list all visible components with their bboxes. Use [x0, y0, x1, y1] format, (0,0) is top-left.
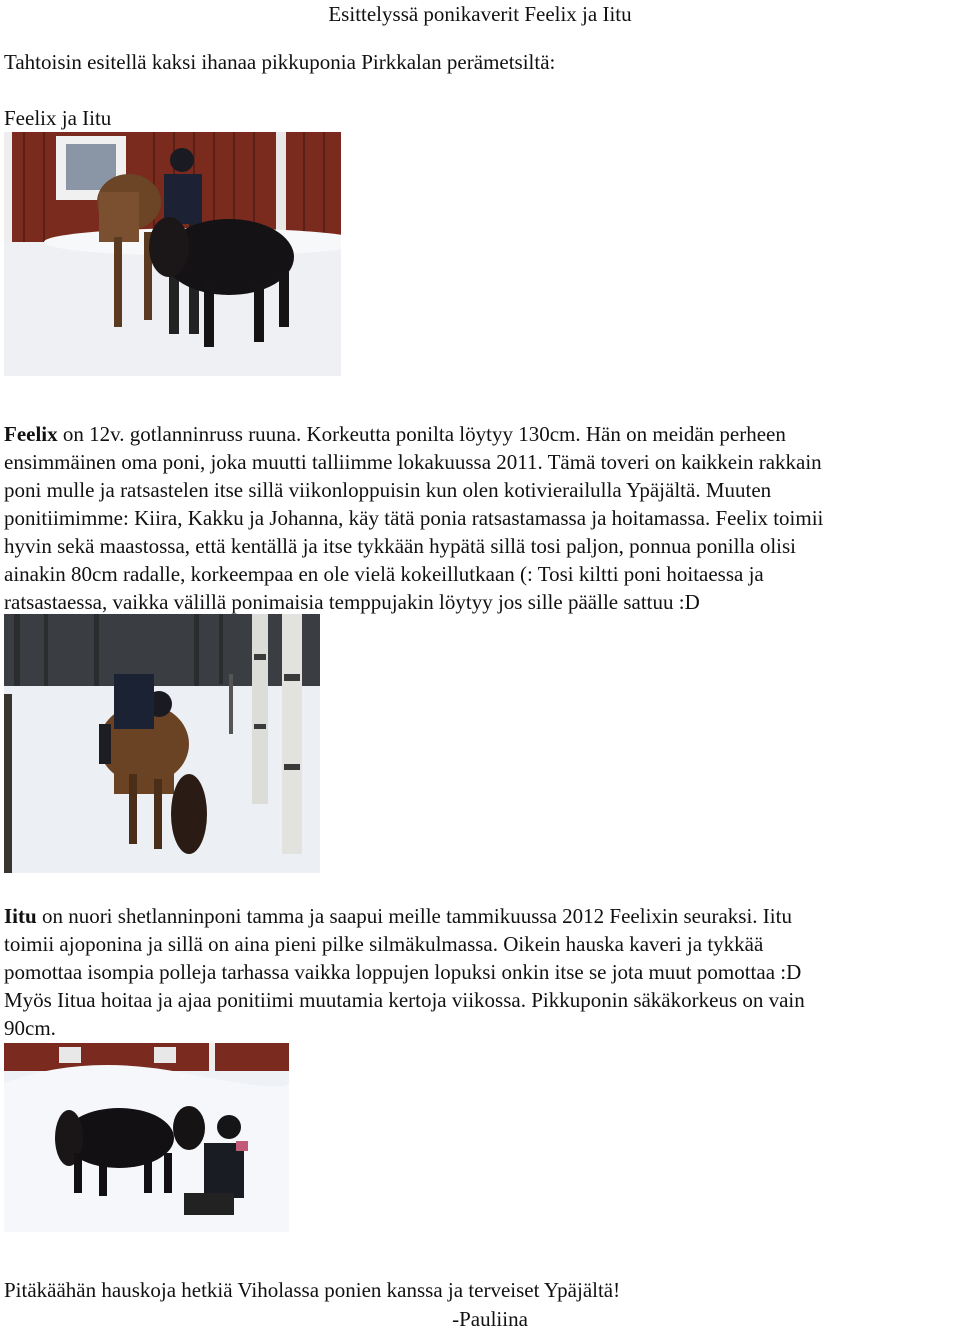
photo-feelix-and-iitu	[4, 132, 341, 376]
intro-text: Tahtoisin esitellä kaksi ihanaa pikkuponia Pirkkalan perämetsiltä:	[4, 50, 556, 74]
iitu-line-3: pomottaa isompia polleja tarhassa vaikka loppujen lopuksi onkin itse se jota muut pomottaa :D	[4, 960, 802, 984]
feelix-line-2: ensimmäinen oma poni, joka muutti talliimme lokakuussa 2011. Tämä toveri on kaikkein rakkain	[4, 450, 822, 474]
feelix-name: Feelix	[4, 422, 58, 446]
feelix-line-7: ratsastaessa, vaikka välillä ponimaisia temppujakin löytyy jos sille päälle sattuu :D	[4, 590, 700, 614]
photo-iitu-with-girl	[4, 1043, 289, 1232]
photo-feelix-in-forest	[4, 614, 320, 873]
feelix-line-6: ainakin 80cm radalle, korkeempaa en ole vielä kokeillutkaan (: Tosi kiltti poni hoitaessa ja	[4, 562, 764, 586]
subtitle: Feelix ja Iitu	[4, 106, 112, 130]
iitu-name: Iitu	[4, 904, 37, 928]
closing-text: Pitäkäähän hauskoja hetkiä Viholassa ponien kanssa ja terveiset Ypäjältä!	[4, 1278, 621, 1302]
signature: -Pauliina	[452, 1307, 528, 1331]
feelix-line-4: ponitiimimme: Kiira, Kakku ja Johanna, käy tätä ponia ratsastamassa ja hoitamassa. Feelix toimii	[4, 506, 824, 530]
feelix-line-3: poni mulle ja ratsastelen itse sillä viikonloppuisin kun olen kotivierailulla Ypäjältä. Muuten	[4, 478, 772, 502]
feelix-line-5: hyvin sekä maastossa, että kentällä ja itse tykkään hypätä sillä tosi paljon, ponnua ponilla olisi	[4, 534, 796, 558]
feelix-line-1: Feelix on 12v. gotlanninruss ruuna. Korkeutta ponilta löytyy 130cm. Hän on meidän perheen	[4, 422, 786, 446]
iitu-line-5: 90cm.	[4, 1016, 56, 1040]
iitu-line-4: Myös Iitua hoitaa ja ajaa ponitiimi muutamia kertoja viikossa. Pikkuponin säkäkorkeus on vain	[4, 988, 805, 1012]
iitu-line-1: Iitu on nuori shetlanninponi tamma ja saapui meille tammikuussa 2012 Feelixin seuraksi. Iitu	[4, 904, 792, 928]
page-title: Esittelyssä ponikaverit Feelix ja Iitu	[328, 2, 632, 26]
iitu-line-2: toimii ajoponina ja sillä on aina pieni pilke silmäkulmassa. Oikein hauska kaveri ja tykkää	[4, 932, 764, 956]
